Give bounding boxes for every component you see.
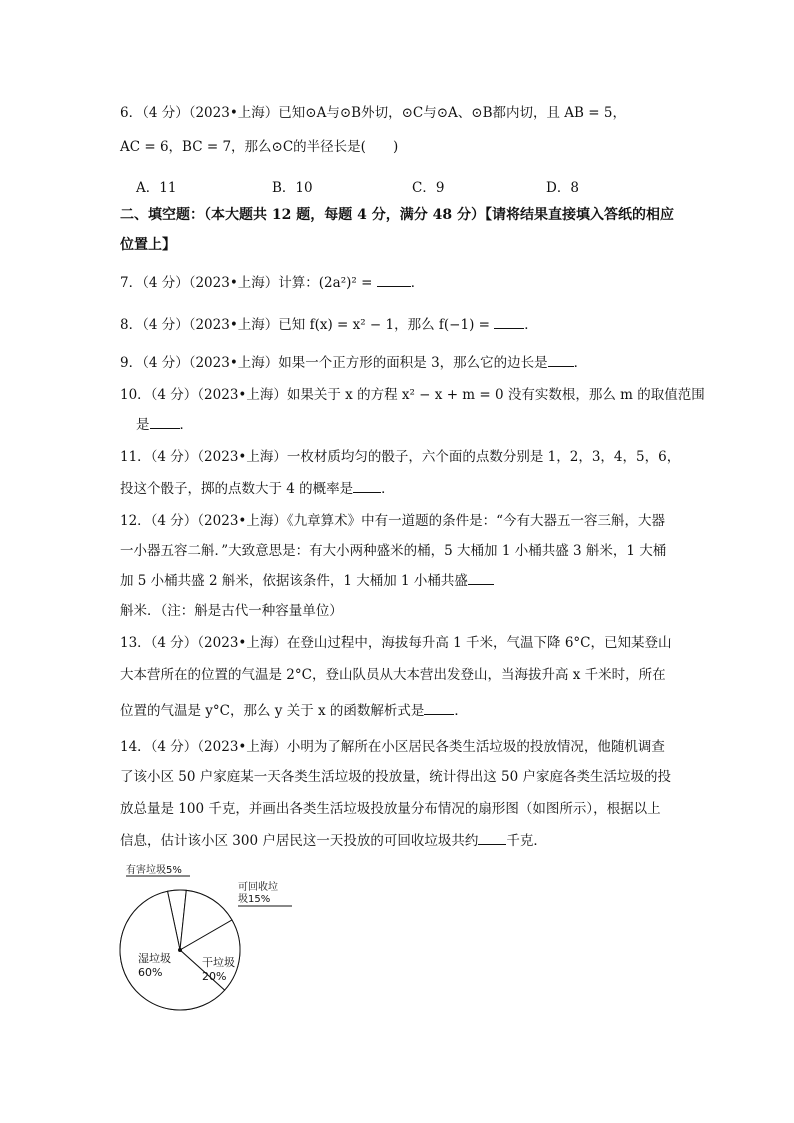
q13-line1: 13．（4 分）（2023•上海）在登山过程中，海拔每升高 1 千米，气温下降 6°C，已知某登山 <box>120 635 672 651</box>
q14-suffix: 千克． <box>506 833 547 849</box>
q9 <box>120 354 587 372</box>
q6-line2: AC = 6，BC = 7，那么⊙C的半径长是( ) <box>120 139 399 155</box>
q8 <box>120 316 538 334</box>
q10-suffix: ． <box>179 417 193 433</box>
q6-option-d: D．8 <box>546 180 579 196</box>
q11-line2 <box>120 480 395 498</box>
section-heading-line2: 位置上】 <box>120 237 176 253</box>
q8-suffix: ． <box>524 317 538 333</box>
q12-line3-text: 加 5 小桶共盛 2 斛米，依据该条件，1 大桶加 1 小桶共盛 <box>120 573 468 589</box>
pie-label-wet-1: 湿垃圾 <box>138 952 171 965</box>
q7-suffix: ． <box>410 275 425 291</box>
q8-answer-blank[interactable] <box>494 316 524 329</box>
q14-line3: 放总量是 100 千克，并画出各类生活垃圾投放量分布情况的扇形图（如图所示），根据以上 <box>120 801 661 817</box>
q10-line1: 10．（4 分）（2023•上海）如果关于 x 的方程 x² − x + m = 0 没有实数根，那么 m 的取值范围 <box>120 387 705 403</box>
pie-center-dot <box>178 948 182 952</box>
pie-label-hazardous: 有害垃圾5% <box>126 865 182 876</box>
pie-label-recyclable-2: 圾15% <box>238 894 271 905</box>
pie-label-wet-2: 60% <box>138 966 163 979</box>
section-heading-line1: 二、填空题：（本大题共 12 题，每题 4 分，满分 48 分）【请将结果直接填入答纸的相应 <box>120 207 674 223</box>
q14-answer-blank[interactable] <box>478 832 506 845</box>
q7-answer-blank[interactable] <box>377 274 411 287</box>
q9-answer-blank[interactable] <box>548 354 574 367</box>
q10-line2 <box>136 416 193 434</box>
q9-text: 9．（4 分）（2023•上海）如果一个正方形的面积是 3，那么它的边长是 <box>120 355 548 371</box>
q12-line4: 斛米．（注：斛是古代一种容量单位） <box>120 603 343 619</box>
q10-answer-blank[interactable] <box>150 416 180 429</box>
q12-answer-blank[interactable] <box>468 572 494 585</box>
q12-line3 <box>120 572 494 590</box>
q6-option-b: B．10 <box>272 180 313 196</box>
q7-text: 7．（4 分）（2023•上海）计算：(2a²)² = <box>120 275 377 291</box>
q6-line1: 6．（4 分）（2023•上海）已知⊙A与⊙B外切，⊙C与⊙A、⊙B都内切，且 AB = 5， <box>120 105 626 121</box>
q8-text: 8．（4 分）（2023•上海）已知 f(x) = x² − 1，那么 f(−1) = <box>120 317 495 333</box>
q13-suffix: ． <box>454 703 468 719</box>
pie-label-recyclable-1: 可回收垃 <box>238 882 278 893</box>
q11-line2-text: 投这个骰子，掷的点数大于 4 的概率是 <box>120 481 354 497</box>
q14-line4 <box>120 832 547 850</box>
q10-line2-text: 是 <box>136 417 150 433</box>
q12-line1: 12．（4 分）（2023•上海）《九章算术》中有一道题的条件是：“今有大器五一容三斛，大器 <box>120 513 666 529</box>
q13-line2: 大本营所在的位置的气温是 2°C，登山队员从大本营出发登山，当海拔升高 x 千米时，所在 <box>120 667 666 683</box>
pie-label-dry-2: 20% <box>202 970 227 983</box>
q6-option-a: A．11 <box>136 180 177 196</box>
pie-chart <box>110 858 310 1018</box>
q14-line2: 了该小区 50 户家庭某一天各类生活垃圾的投放量，统计得出这 50 户家庭各类生活垃圾的投 <box>120 769 672 785</box>
q13-answer-blank[interactable] <box>424 702 454 715</box>
q13-line3-text: 位置的气温是 y°C，那么 y 关于 x 的函数解析式是 <box>120 703 425 719</box>
q12-line2: 一小器五容二斛．”大致意思是：有大小两种盛米的桶，5 大桶加 1 小桶共盛 3 斛米，1 大桶 <box>120 543 667 559</box>
q14-line1: 14．（4 分）（2023•上海）小明为了解所在小区居民各类生活垃圾的投放情况，他随机调查 <box>120 739 665 755</box>
q6-option-c: C．9 <box>412 180 445 196</box>
q11-suffix: ． <box>381 481 395 497</box>
q11-answer-blank[interactable] <box>353 480 381 493</box>
q7 <box>120 274 424 292</box>
pie-label-dry-1: 干垃圾 <box>202 956 235 969</box>
q13-line3 <box>120 702 468 720</box>
q14-line4-text: 信息，估计该小区 300 户居民这一天投放的可回收垃圾共约 <box>120 833 479 849</box>
q9-suffix: ． <box>573 355 588 371</box>
q11-line1: 11．（4 分）（2023•上海）一枚材质均匀的骰子，六个面的点数分别是 1，2，3，4，5，6， <box>120 449 681 465</box>
